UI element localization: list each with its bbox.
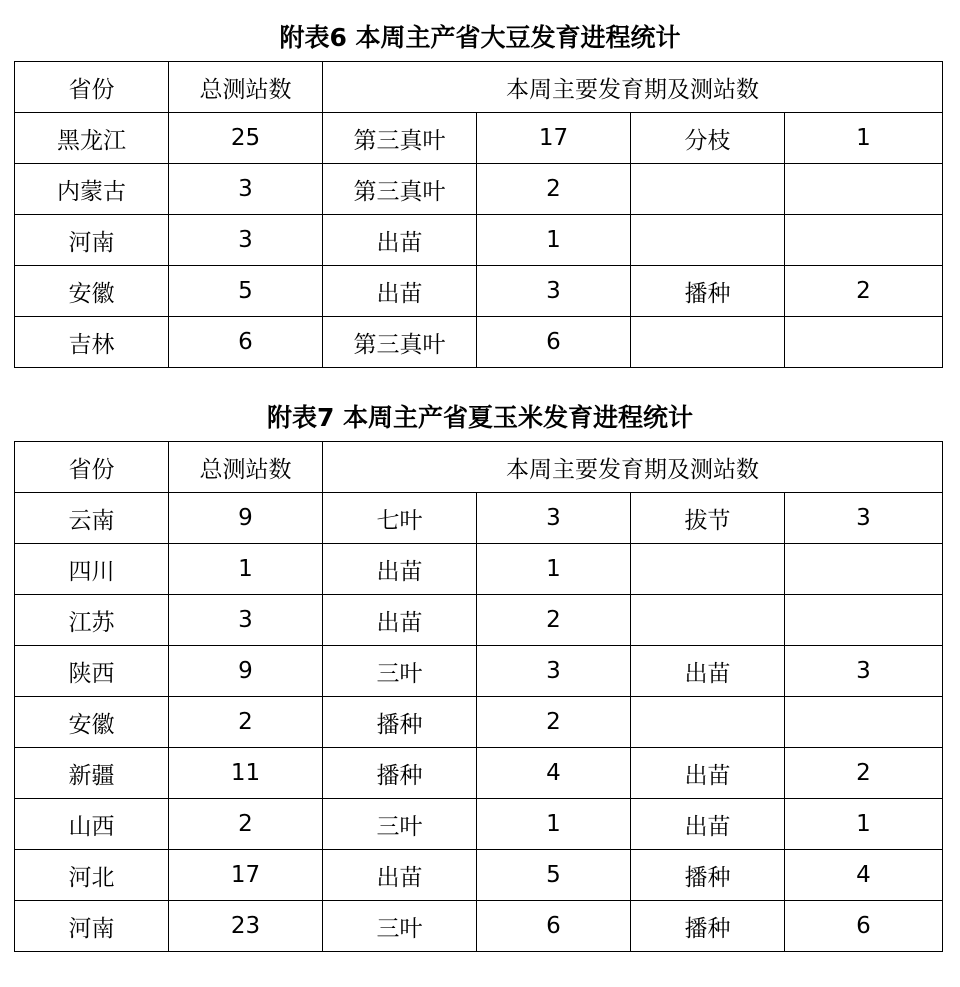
stage1-cell: 出苗 bbox=[323, 544, 477, 595]
province-cell: 河南 bbox=[15, 901, 169, 952]
stage2-cell: 出苗 bbox=[631, 748, 785, 799]
count1-cell: 2 bbox=[477, 595, 631, 646]
stage1-cell: 播种 bbox=[323, 697, 477, 748]
total-stations-cell: 6 bbox=[169, 317, 323, 368]
count1-cell: 6 bbox=[477, 901, 631, 952]
province-cell: 安徽 bbox=[15, 266, 169, 317]
count2-cell bbox=[785, 697, 943, 748]
count2-cell bbox=[785, 215, 943, 266]
count2-cell: 3 bbox=[785, 493, 943, 544]
count1-cell: 3 bbox=[477, 266, 631, 317]
table-row bbox=[15, 544, 943, 595]
province-cell: 云南 bbox=[15, 493, 169, 544]
table-row bbox=[15, 595, 943, 646]
header-stages: 本周主要发育期及测站数 bbox=[323, 62, 943, 113]
table-row bbox=[15, 215, 943, 266]
total-stations-cell: 3 bbox=[169, 595, 323, 646]
stage2-cell: 分枝 bbox=[631, 113, 785, 164]
count1-cell: 17 bbox=[477, 113, 631, 164]
stage2-cell: 播种 bbox=[631, 901, 785, 952]
table-row bbox=[15, 799, 943, 850]
soybean-stats-table bbox=[14, 61, 943, 368]
stage2-cell: 拔节 bbox=[631, 493, 785, 544]
table7-title: 附表7 本周主产省夏玉米发育进程统计 bbox=[266, 403, 694, 432]
table-row bbox=[15, 646, 943, 697]
total-stations-cell: 5 bbox=[169, 266, 323, 317]
total-stations-cell: 9 bbox=[169, 646, 323, 697]
stage1-cell: 出苗 bbox=[323, 850, 477, 901]
province-cell: 安徽 bbox=[15, 697, 169, 748]
total-stations-cell: 3 bbox=[169, 164, 323, 215]
count1-cell: 2 bbox=[477, 697, 631, 748]
count1-cell: 1 bbox=[477, 544, 631, 595]
table-row bbox=[15, 164, 943, 215]
province-cell: 四川 bbox=[15, 544, 169, 595]
total-stations-cell: 11 bbox=[169, 748, 323, 799]
total-stations-cell: 2 bbox=[169, 697, 323, 748]
stage1-cell: 出苗 bbox=[323, 595, 477, 646]
total-stations-cell: 1 bbox=[169, 544, 323, 595]
stage1-cell: 第三真叶 bbox=[323, 113, 477, 164]
table7-body bbox=[15, 493, 943, 952]
count1-cell: 3 bbox=[477, 493, 631, 544]
count2-cell: 3 bbox=[785, 646, 943, 697]
stage1-cell: 七叶 bbox=[323, 493, 477, 544]
stage1-cell: 第三真叶 bbox=[323, 164, 477, 215]
table6-title: 附表6 本周主产省大豆发育进程统计 bbox=[279, 23, 681, 52]
count1-cell: 1 bbox=[477, 215, 631, 266]
stage1-cell: 出苗 bbox=[323, 215, 477, 266]
stage1-cell: 出苗 bbox=[323, 266, 477, 317]
header-province: 省份 bbox=[15, 442, 169, 493]
total-stations-cell: 17 bbox=[169, 850, 323, 901]
province-cell: 河南 bbox=[15, 215, 169, 266]
table-row bbox=[15, 113, 943, 164]
stage2-cell: 出苗 bbox=[631, 799, 785, 850]
count2-cell: 2 bbox=[785, 266, 943, 317]
header-province: 省份 bbox=[15, 62, 169, 113]
count2-cell bbox=[785, 595, 943, 646]
stage1-cell: 播种 bbox=[323, 748, 477, 799]
province-cell: 新疆 bbox=[15, 748, 169, 799]
stage1-cell: 三叶 bbox=[323, 901, 477, 952]
count2-cell: 2 bbox=[785, 748, 943, 799]
stage1-cell: 三叶 bbox=[323, 646, 477, 697]
header-total-stations: 总测站数 bbox=[169, 62, 323, 113]
count2-cell: 1 bbox=[785, 113, 943, 164]
count2-cell bbox=[785, 164, 943, 215]
table6-body bbox=[15, 113, 943, 368]
stage2-cell: 出苗 bbox=[631, 646, 785, 697]
count2-cell bbox=[785, 317, 943, 368]
stage2-cell bbox=[631, 544, 785, 595]
summer-corn-stats-table bbox=[14, 441, 943, 952]
province-cell: 吉林 bbox=[15, 317, 169, 368]
count2-cell: 1 bbox=[785, 799, 943, 850]
total-stations-cell: 25 bbox=[169, 113, 323, 164]
count2-cell bbox=[785, 544, 943, 595]
stage2-cell bbox=[631, 317, 785, 368]
total-stations-cell: 2 bbox=[169, 799, 323, 850]
header-total-stations: 总测站数 bbox=[169, 442, 323, 493]
stage2-cell: 播种 bbox=[631, 266, 785, 317]
header-stages: 本周主要发育期及测站数 bbox=[323, 442, 943, 493]
province-cell: 山西 bbox=[15, 799, 169, 850]
table-header-row bbox=[15, 442, 943, 493]
table-row bbox=[15, 317, 943, 368]
stage2-cell bbox=[631, 595, 785, 646]
table-row bbox=[15, 850, 943, 901]
stage1-cell: 三叶 bbox=[323, 799, 477, 850]
total-stations-cell: 9 bbox=[169, 493, 323, 544]
count1-cell: 1 bbox=[477, 799, 631, 850]
table-row bbox=[15, 748, 943, 799]
count1-cell: 4 bbox=[477, 748, 631, 799]
province-cell: 陕西 bbox=[15, 646, 169, 697]
total-stations-cell: 3 bbox=[169, 215, 323, 266]
province-cell: 黑龙江 bbox=[15, 113, 169, 164]
table-row bbox=[15, 901, 943, 952]
province-cell: 内蒙古 bbox=[15, 164, 169, 215]
count1-cell: 2 bbox=[477, 164, 631, 215]
province-cell: 江苏 bbox=[15, 595, 169, 646]
table-row bbox=[15, 493, 943, 544]
stage1-cell: 第三真叶 bbox=[323, 317, 477, 368]
stage2-cell bbox=[631, 697, 785, 748]
table-header-row bbox=[15, 62, 943, 113]
stage2-cell bbox=[631, 164, 785, 215]
province-cell: 河北 bbox=[15, 850, 169, 901]
stage2-cell bbox=[631, 215, 785, 266]
count1-cell: 5 bbox=[477, 850, 631, 901]
table-row bbox=[15, 266, 943, 317]
count1-cell: 6 bbox=[477, 317, 631, 368]
stage2-cell: 播种 bbox=[631, 850, 785, 901]
count1-cell: 3 bbox=[477, 646, 631, 697]
count2-cell: 6 bbox=[785, 901, 943, 952]
total-stations-cell: 23 bbox=[169, 901, 323, 952]
count2-cell: 4 bbox=[785, 850, 943, 901]
table-row bbox=[15, 697, 943, 748]
